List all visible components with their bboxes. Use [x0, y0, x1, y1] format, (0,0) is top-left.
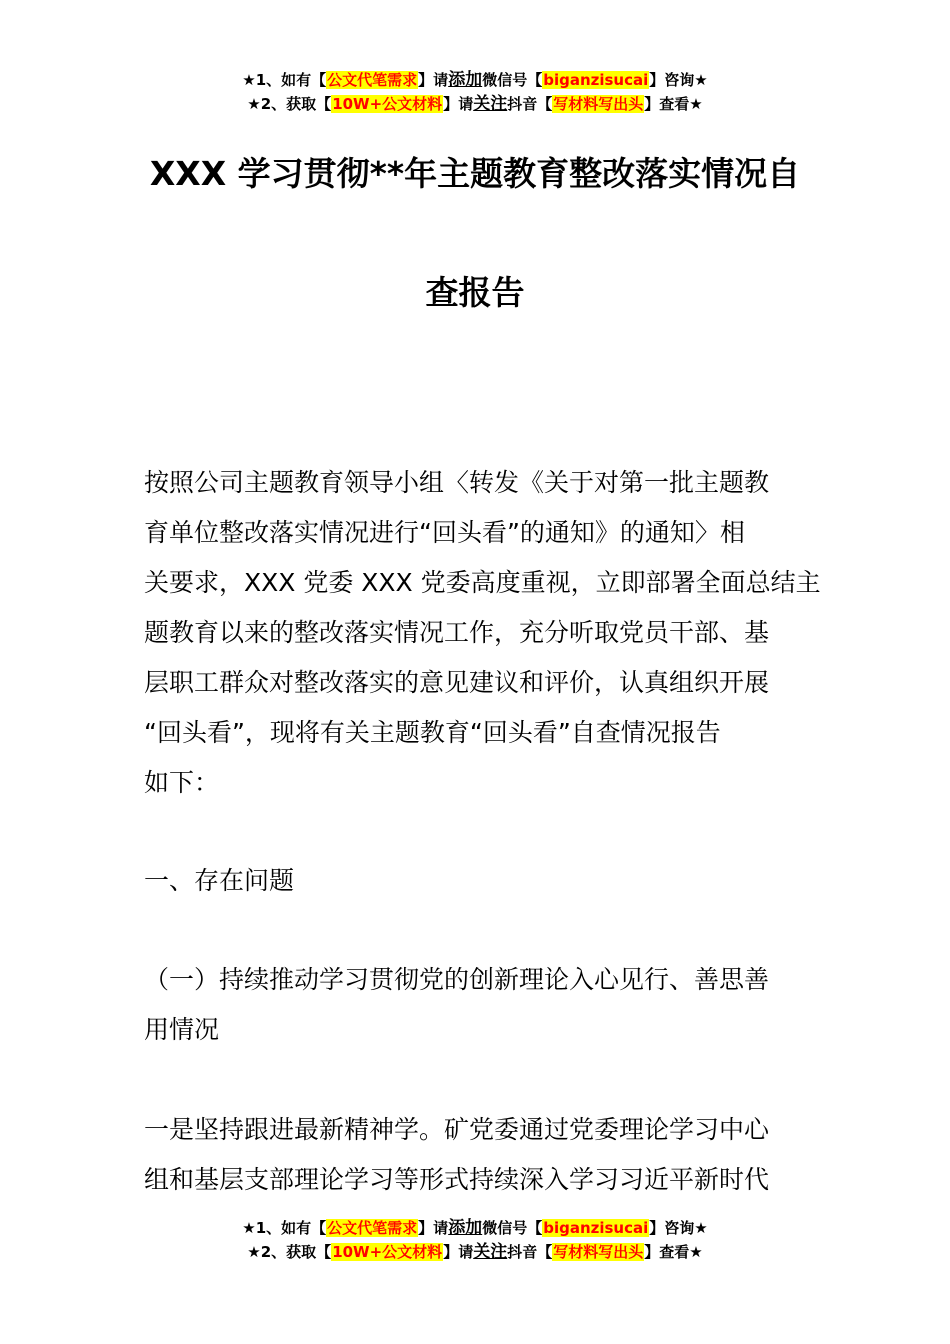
banner-line-2-prefix: ★2、获取【 — [247, 1243, 332, 1261]
document-title-line-2: 查报告 — [425, 273, 525, 312]
paragraph-line: 层职工群众对整改落实的意见建议和评价，认真组织开展 — [144, 668, 770, 697]
section-heading — [144, 856, 808, 906]
banner-line-1-suffix: 】咨询★ — [649, 1219, 708, 1237]
banner-line-1-mid2: 微信号【 — [482, 1219, 543, 1237]
banner-line-2-mid: 】请 — [443, 1243, 474, 1261]
body-paragraph — [144, 1105, 808, 1205]
highlight-douyin-account: 写材料写出头 — [553, 95, 644, 113]
banner-line-2 — [0, 1240, 950, 1264]
footer-banner — [0, 1216, 950, 1264]
highlight-materials: 10W+公文材料 — [332, 95, 443, 113]
banner-line-1-emphasis: 添加 — [448, 1218, 483, 1238]
banner-line-1-mid2: 微信号【 — [482, 71, 543, 89]
highlight-materials: 10W+公文材料 — [332, 1243, 443, 1261]
banner-line-1 — [0, 68, 950, 92]
banner-line-1 — [0, 1216, 950, 1240]
banner-line-2-mid2: 抖音【 — [507, 95, 553, 113]
highlight-douyin-account: 写材料写出头 — [553, 1243, 644, 1261]
banner-line-1-prefix: ★1、如有【 — [242, 1219, 327, 1237]
highlight-wechat-id: biganzisucai — [543, 71, 649, 89]
intro-paragraph — [144, 458, 821, 808]
paragraph-line: 按照公司主题教育领导小组〈转发《关于对第一批主题教 — [144, 468, 770, 497]
paragraph-line: 关要求，XXX 党委 XXX 党委高度重视，立即部署全面总结主 — [144, 568, 821, 597]
banner-line-2-emphasis: 关注 — [473, 94, 508, 114]
header-banner — [0, 68, 950, 116]
banner-line-2-mid2: 抖音【 — [507, 1243, 553, 1261]
paragraph-line: “回头看”，现将有关主题教育“回头看”自查情况报告 — [144, 718, 721, 747]
section-heading-text: 一、存在问题 — [144, 866, 295, 895]
banner-line-2-emphasis: 关注 — [473, 1242, 508, 1262]
banner-line-2-prefix: ★2、获取【 — [247, 95, 332, 113]
highlight-wechat-id: biganzisucai — [543, 1219, 649, 1237]
paragraph-line: 育单位整改落实情况进行“回头看”的通知》的通知〉相 — [144, 518, 745, 547]
banner-line-2-suffix: 】查看★ — [644, 95, 703, 113]
subsection-heading-line: 用情况 — [144, 1015, 220, 1044]
paragraph-line: 组和基层支部理论学习等形式持续深入学习习近平新时代 — [144, 1165, 770, 1194]
subsection-heading — [144, 955, 808, 1055]
paragraph-line: 题教育以来的整改落实情况工作，充分听取党员干部、基 — [144, 618, 770, 647]
banner-line-2-mid: 】请 — [443, 95, 474, 113]
paragraph-line: 一是坚持跟进最新精神学。矿党委通过党委理论学习中心 — [144, 1115, 770, 1144]
banner-line-1-mid: 】请 — [418, 71, 449, 89]
subsection-heading-line: （一）持续推动学习贯彻党的创新理论入心见行、善思善 — [144, 965, 770, 994]
highlight-service: 公文代笔需求 — [327, 1219, 418, 1237]
banner-line-1-prefix: ★1、如有【 — [242, 71, 327, 89]
document-title-line-1: XXX 学习贯彻**年主题教育整改落实情况自 — [149, 154, 801, 193]
highlight-service: 公文代笔需求 — [327, 71, 418, 89]
banner-line-1-mid: 】请 — [418, 1219, 449, 1237]
banner-line-2 — [0, 92, 950, 116]
banner-line-2-suffix: 】查看★ — [644, 1243, 703, 1261]
paragraph-line: 如下： — [144, 768, 220, 797]
banner-line-1-suffix: 】咨询★ — [649, 71, 708, 89]
banner-line-1-emphasis: 添加 — [448, 70, 483, 90]
